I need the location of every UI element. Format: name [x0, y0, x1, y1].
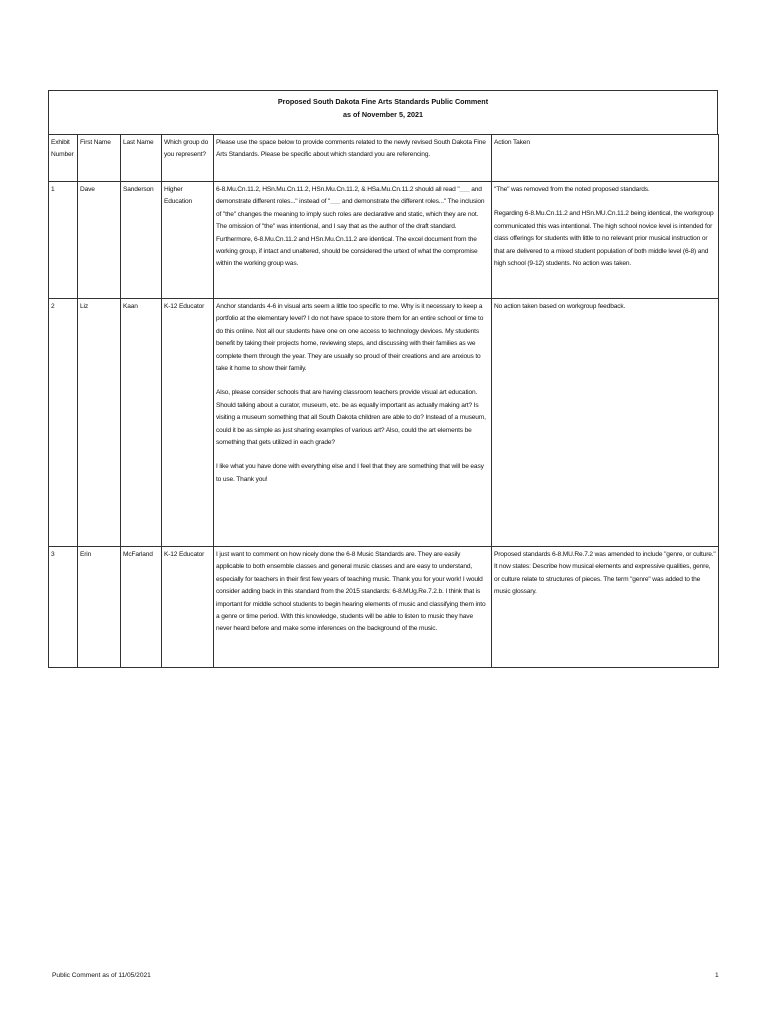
header-group: Which group do you represent?	[162, 135, 214, 182]
comment-text: I just want to comment on how nicely done the 6-8 Music Standards are. They are easily applicable to both ensemble classes and general music classes and are easy to understand, especially for teachers in their first few years of teaching music. Thank you for your work! I would consider adding back in this standard from the 2015 standards: 6-8.MUg.Re.7.2.b. I think that is important for middle school students to begin hearing elements of music and classifying them into a genre or time period. With this knowledge, students will be able to listen to music they have never heard before and make some inferences on the background of the music.	[216, 551, 486, 633]
cell-group: Higher Education	[162, 182, 214, 299]
title-line-1: Proposed South Dakota Fine Arts Standards Public Comment	[277, 97, 489, 106]
cell-action	[492, 182, 719, 299]
cell-exhibit: 2	[49, 299, 78, 547]
cell-action	[492, 547, 719, 668]
comments-table	[48, 134, 719, 668]
sheet-title	[48, 90, 718, 134]
action-text: No action taken based on workgroup feedback.	[494, 303, 626, 310]
action-text: "The" was removed from the noted proposed standards.	[494, 186, 650, 193]
header-comment: Please use the space below to provide comments related to the newly revised South Dakota Fine Arts Standards. Please be specific about which standard you are referencing.	[214, 135, 492, 182]
cell-comment	[214, 182, 492, 299]
cell-first-name: Erin	[78, 547, 121, 668]
cell-action	[492, 299, 719, 547]
comment-text: and demonstrate the different roles..." The inclusion of "the" changes the meaning to imply such roles are declarative and static, which they are not. The omission of "the" was intentional, and I say that as the author of the draft standard. Furthermore, 6-8.Mu.Cn.11.2 and HSn.Mu.Cn.11.2 are identical. The excel document from the working group, if intact and unaltered, should be considered the urtext of what the compromise within the working group was.	[216, 198, 485, 268]
cell-group: K-12 Educator	[162, 299, 214, 547]
table-header-row	[49, 135, 719, 182]
page-number: 1	[715, 972, 719, 979]
action-text: Proposed standards 6-8.MU.Re.7.2 was amended to include "genre, or culture." It now states: Describe how musical elements and expressive qualities, genre, or culture relate to structures of pieces. The term "genre" was added to the music glossary.	[494, 551, 716, 596]
comment-text: Anchor standards 4-6 in visual arts seem a little too specific to me. Why is it necessary to keep a portfolio at the elementary level? I do not have space to store them for an entire school or time to do this online. Not all our students have one on one access to technology devices. My students benefit by taking their projects home, reviewing steps, and discussing with their families as we complete them through the year. They are usually so proud of their creations and are anxious to take it home to show their family.	[216, 303, 484, 373]
header-action: Action Taken	[492, 135, 719, 182]
table-row	[49, 547, 719, 668]
comment-text: ______	[330, 200, 341, 205]
cell-first-name: Liz	[78, 299, 121, 547]
header-last-name: Last Name	[121, 135, 162, 182]
cell-comment	[214, 547, 492, 668]
cell-last-name: McFarland	[121, 547, 162, 668]
table-row	[49, 182, 719, 299]
cell-last-name: Kaan	[121, 299, 162, 547]
cell-exhibit: 3	[49, 547, 78, 668]
comment-text: 6-8.Mu.Cn.11.2, HSn.Mu.Cn.11.2, HSn.Mu.Cn.11.2, & HSa.Mu.Cn.11.2 should all read "	[216, 186, 460, 193]
table-row	[49, 299, 719, 547]
comment-text: I like what you have done with everything else and I feel that they are something that will be easy to use. Thank you!	[216, 463, 484, 483]
comment-text: ______	[459, 188, 470, 192]
header-exhibit: Exhibit Number	[49, 135, 78, 182]
cell-exhibit: 1	[49, 182, 78, 299]
cell-comment	[214, 299, 492, 547]
header-first-name: First Name	[78, 135, 121, 182]
title-line-2: as of November 5, 2021	[343, 110, 423, 119]
comment-text: Also, please consider schools that are having classroom teachers provide visual art education. Should talking about a curator, museum, etc. be as equally important as actually making art? Is visiting a museum something that all South Dakota children are able to do? Instead of a museum, could it be as simple as just sharing examples of various art? Also, could the art elements be something that gets utilized in each grade?	[216, 389, 486, 447]
cell-group: K-12 Educator	[162, 547, 214, 668]
cell-first-name: Dave	[78, 182, 121, 299]
comment-sheet	[48, 90, 718, 668]
cell-last-name: Sanderson	[121, 182, 162, 299]
footer-label: Public Comment as of 11/05/2021	[52, 972, 151, 979]
action-text: Regarding 6-8.Mu.Cn.11.2 and HSn.MU.Cn.11.2 being identical, the workgroup communicated this was intentional. The high school novice level is intended for class offerings for students with little to no relevant prior musical instruction or that are delivered to a mixed student population of both middle level (6-8) and high school (9-12) students. No action was taken.	[494, 210, 714, 268]
comment-text: and demonstrate different roles..." instead of "	[216, 186, 482, 206]
